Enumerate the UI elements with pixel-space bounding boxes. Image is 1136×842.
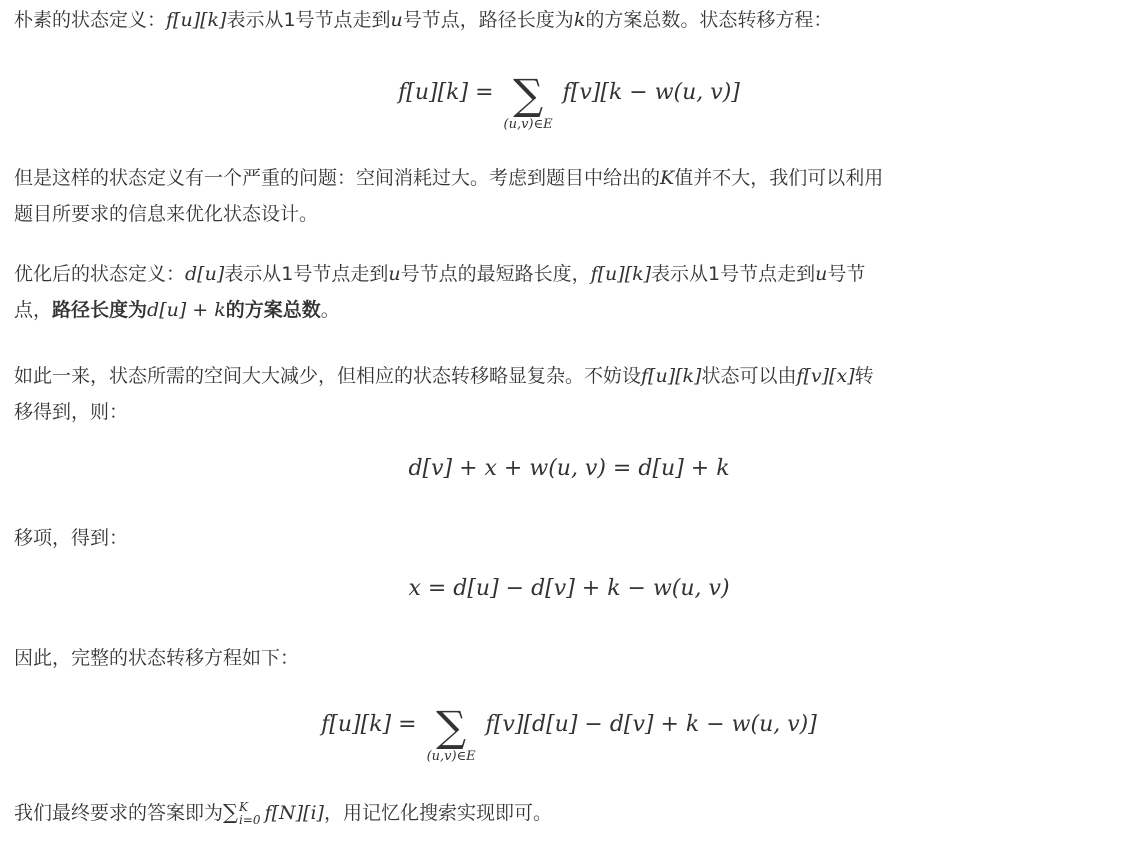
sum-subscript: (u,v)∈E xyxy=(426,749,476,764)
text: 题目所要求的信息来优化状态设计。 xyxy=(14,203,319,225)
math-inline: k xyxy=(573,9,586,31)
paragraph-naive-state xyxy=(14,2,832,38)
sum-symbol: ∑ xyxy=(513,70,544,119)
equation-lhs: f[u][k] = xyxy=(398,79,494,105)
math-inline: u xyxy=(815,263,828,285)
sum-symbol: ∑ xyxy=(223,800,239,824)
text: 状态可以由 xyxy=(701,365,797,387)
math-inline: f[N][i] xyxy=(264,802,324,824)
text: 。 xyxy=(320,299,340,321)
equation-naive-transition xyxy=(14,62,1124,132)
summation xyxy=(426,702,476,765)
text: 但是这样的状态定义有一个严重的问题：空间消耗过大。考虑到题目中给出的 xyxy=(14,167,661,189)
text: 表示从1号节点走到 xyxy=(226,9,391,31)
inline-summation xyxy=(223,799,265,827)
math-inline: d[u] + k xyxy=(147,299,226,321)
equation-body: d[v] + x + w(u, v) = d[u] + k xyxy=(408,456,730,481)
paragraph-full-transition-intro xyxy=(14,640,299,676)
text: 移项，得到： xyxy=(14,527,129,549)
sum-limits xyxy=(239,801,261,827)
text: ，用记忆化搜索实现即可。 xyxy=(323,802,552,824)
text: 移得到，则： xyxy=(14,401,129,423)
text: 的方案总数。状态转移方程： xyxy=(585,9,833,31)
text: 朴素的状态定义： xyxy=(14,9,167,31)
summation xyxy=(503,70,553,133)
equation-lhs: f[u][k] = xyxy=(321,711,417,737)
text: 转 xyxy=(854,365,874,387)
paragraph-transition-setup xyxy=(14,358,874,430)
equation-full-transition xyxy=(14,694,1124,764)
math-inline: d[u] xyxy=(185,263,225,285)
text: 表示从1号节点走到 xyxy=(651,263,816,285)
equation-x-solution xyxy=(14,576,1124,601)
paragraph-rearrange xyxy=(14,520,128,556)
paragraph-space-problem xyxy=(14,160,883,232)
equation-rhs: f[v][k − w(u, v)] xyxy=(562,79,740,105)
text: 点， xyxy=(14,299,53,321)
text: 我们最终要求的答案即为 xyxy=(14,802,224,824)
bold-text: 的方案总数 xyxy=(225,299,321,321)
text: 表示从1号节点走到 xyxy=(224,263,389,285)
bold-text: 路径长度为 xyxy=(52,299,148,321)
math-inline: f[u][k] xyxy=(590,263,652,285)
text: 如此一来，状态所需的空间大大减少，但相应的状态转移略显复杂。不妨设 xyxy=(14,365,642,387)
text: 号节点的最短路长度， xyxy=(400,263,591,285)
math-inline: f[v][x] xyxy=(796,365,855,387)
sum-symbol: ∑ xyxy=(436,702,467,751)
text: 优化后的状态定义： xyxy=(14,263,186,285)
equation-body: x = d[u] − d[v] + k − w(u, v) xyxy=(408,576,730,601)
math-inline: f[u][k] xyxy=(641,365,702,387)
math-inline: u xyxy=(390,9,403,31)
text: 号节 xyxy=(827,263,866,285)
paragraph-optimized-state xyxy=(14,256,865,328)
sum-upper: K xyxy=(239,799,248,814)
math-inline: K xyxy=(660,167,675,189)
text: 值并不大，我们可以利用 xyxy=(674,167,884,189)
sum-subscript: (u,v)∈E xyxy=(503,117,553,132)
equation-distance-relation xyxy=(14,456,1124,481)
text: 因此，完整的状态转移方程如下： xyxy=(14,647,300,669)
text: 号节点，路径长度为 xyxy=(402,9,574,31)
math-inline: f[u][k] xyxy=(166,9,227,31)
equation-rhs: f[v][d[u] − d[v] + k − w(u, v)] xyxy=(485,711,817,737)
paragraph-final-answer xyxy=(14,794,552,831)
math-inline: u xyxy=(388,263,401,285)
sum-lower: i=0 xyxy=(239,812,261,827)
